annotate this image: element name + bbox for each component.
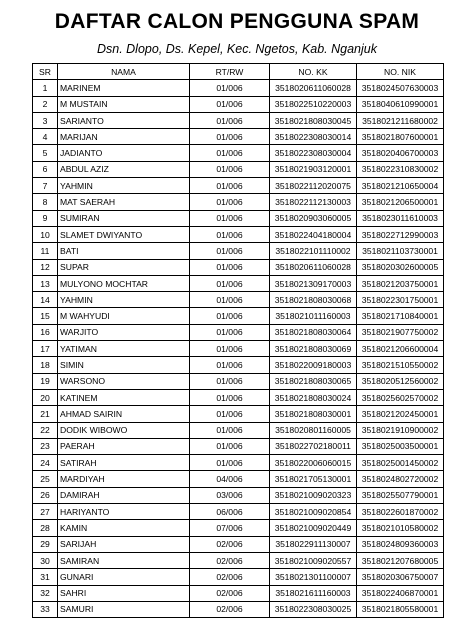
cell-rt-rw: 04/006: [190, 471, 270, 487]
table-row: [33, 259, 444, 275]
cell-no-nik: 3518024809360003: [357, 536, 444, 552]
cell-no-nik: 3518022601870002: [357, 504, 444, 520]
cell-no-nik: 3518020512560002: [357, 373, 444, 389]
cell-no-kk: 3518021301100007: [270, 569, 357, 585]
cell-no-kk: 3518021808030024: [270, 389, 357, 405]
table-row: [33, 601, 444, 617]
header-no-nik: NO. NIK: [357, 64, 444, 80]
cell-no-kk: 3518021705130001: [270, 471, 357, 487]
cell-no-kk: 3518020611060028: [270, 259, 357, 275]
cell-no-nik: 3518021203750001: [357, 275, 444, 291]
cell-no-nik: 3518025507790001: [357, 487, 444, 503]
cell-rt-rw: 01/006: [190, 438, 270, 454]
cell-rt-rw: 01/006: [190, 324, 270, 340]
cell-sr: 11: [33, 243, 58, 259]
table-row: [33, 194, 444, 210]
cell-nama: SAMURI: [58, 601, 190, 617]
cell-no-kk: 3518021808030069: [270, 341, 357, 357]
cell-no-kk: 3518020801160005: [270, 422, 357, 438]
cell-no-kk: 3518022006060015: [270, 455, 357, 471]
cell-sr: 31: [33, 569, 58, 585]
cell-nama: SUPAR: [58, 259, 190, 275]
table-row: [33, 389, 444, 405]
table-row: [33, 520, 444, 536]
cell-rt-rw: 02/006: [190, 569, 270, 585]
cell-no-nik: 3518020306750007: [357, 569, 444, 585]
cell-sr: 28: [33, 520, 58, 536]
table-row: [33, 487, 444, 503]
cell-sr: 3: [33, 112, 58, 128]
cell-no-nik: 3518021907750002: [357, 324, 444, 340]
cell-nama: SATIRAH: [58, 455, 190, 471]
table-row: [33, 210, 444, 226]
cell-nama: ABDUL AZIZ: [58, 161, 190, 177]
cell-no-kk: 3518022510220003: [270, 96, 357, 112]
cell-sr: 14: [33, 292, 58, 308]
table-row: [33, 552, 444, 568]
cell-nama: YAHMIN: [58, 292, 190, 308]
cell-no-nik: 3518024802720002: [357, 471, 444, 487]
table-row: [33, 422, 444, 438]
table-row: [33, 373, 444, 389]
table-row: [33, 504, 444, 520]
cell-rt-rw: 01/006: [190, 145, 270, 161]
cell-no-nik: 3518025001450002: [357, 455, 444, 471]
cell-sr: 17: [33, 341, 58, 357]
cell-sr: 10: [33, 226, 58, 242]
cell-no-kk: 3518020903060005: [270, 210, 357, 226]
customer-table: [32, 63, 444, 618]
cell-sr: 8: [33, 194, 58, 210]
cell-no-nik: 3518022301750001: [357, 292, 444, 308]
cell-nama: SUMIRAN: [58, 210, 190, 226]
cell-sr: 5: [33, 145, 58, 161]
table-header-row: [33, 64, 444, 80]
cell-rt-rw: 01/006: [190, 341, 270, 357]
cell-sr: 15: [33, 308, 58, 324]
cell-nama: DAMIRAH: [58, 487, 190, 503]
table-row: [33, 96, 444, 112]
table-row: [33, 80, 444, 96]
cell-sr: 29: [33, 536, 58, 552]
cell-sr: 1: [33, 80, 58, 96]
cell-rt-rw: 02/006: [190, 585, 270, 601]
cell-sr: 7: [33, 178, 58, 194]
cell-no-kk: 3518020611060028: [270, 80, 357, 96]
cell-no-kk: 3518022702180011: [270, 438, 357, 454]
cell-sr: 20: [33, 389, 58, 405]
table-body: [33, 80, 444, 618]
table-row: [33, 324, 444, 340]
table-row: [33, 161, 444, 177]
cell-rt-rw: 01/006: [190, 406, 270, 422]
cell-no-nik: 3518021710840001: [357, 308, 444, 324]
cell-rt-rw: 06/006: [190, 504, 270, 520]
cell-no-nik: 3518022310830002: [357, 161, 444, 177]
table-row: [33, 536, 444, 552]
cell-sr: 26: [33, 487, 58, 503]
cell-nama: WARJITO: [58, 324, 190, 340]
cell-nama: PAERAH: [58, 438, 190, 454]
cell-rt-rw: 01/006: [190, 243, 270, 259]
table-row: [33, 357, 444, 373]
cell-sr: 22: [33, 422, 58, 438]
cell-sr: 12: [33, 259, 58, 275]
cell-no-kk: 3518021808030045: [270, 112, 357, 128]
table-row: [33, 226, 444, 242]
cell-nama: SLAMET DWIYANTO: [58, 226, 190, 242]
cell-nama: SAMIRAN: [58, 552, 190, 568]
cell-no-kk: 3518021808030064: [270, 324, 357, 340]
table-row: [33, 178, 444, 194]
table-row: [33, 438, 444, 454]
cell-no-kk: 3518022911130007: [270, 536, 357, 552]
cell-sr: 24: [33, 455, 58, 471]
cell-rt-rw: 01/006: [190, 259, 270, 275]
cell-nama: M MUSTAIN: [58, 96, 190, 112]
cell-rt-rw: 01/006: [190, 373, 270, 389]
cell-no-kk: 3518022404180004: [270, 226, 357, 242]
cell-no-nik: 3518021807600001: [357, 129, 444, 145]
cell-no-nik: 3518025602570002: [357, 389, 444, 405]
cell-nama: WARSONO: [58, 373, 190, 389]
cell-no-nik: 3518023011610003: [357, 210, 444, 226]
cell-rt-rw: 01/006: [190, 210, 270, 226]
cell-rt-rw: 01/006: [190, 80, 270, 96]
cell-nama: MARDIYAH: [58, 471, 190, 487]
cell-sr: 21: [33, 406, 58, 422]
cell-no-kk: 3518022112130003: [270, 194, 357, 210]
cell-sr: 19: [33, 373, 58, 389]
table-row: [33, 112, 444, 128]
cell-rt-rw: 02/006: [190, 601, 270, 617]
table-row: [33, 341, 444, 357]
cell-no-nik: 3518021103730001: [357, 243, 444, 259]
cell-no-kk: 3518022009180003: [270, 357, 357, 373]
cell-rt-rw: 01/006: [190, 178, 270, 194]
cell-no-kk: 3518021808030068: [270, 292, 357, 308]
cell-no-nik: 3518021206500001: [357, 194, 444, 210]
cell-no-nik: 3518022406870001: [357, 585, 444, 601]
cell-rt-rw: 01/006: [190, 96, 270, 112]
table-row: [33, 455, 444, 471]
header-nama: NAMA: [58, 64, 190, 80]
cell-rt-rw: 01/006: [190, 275, 270, 291]
page-title: DAFTAR CALON PENGGUNA SPAM: [54, 10, 420, 33]
table-row: [33, 275, 444, 291]
cell-sr: 33: [33, 601, 58, 617]
cell-rt-rw: 07/006: [190, 520, 270, 536]
cell-no-kk: 3518021009020449: [270, 520, 357, 536]
cell-no-kk: 3518022308030004: [270, 145, 357, 161]
page-subtitle: Dsn. Dlopo, Ds. Kepel, Kec. Ngetos, Kab. Nganjuk: [96, 42, 377, 56]
cell-sr: 25: [33, 471, 58, 487]
table-row: [33, 243, 444, 259]
cell-no-nik: 3518021210650004: [357, 178, 444, 194]
cell-sr: 27: [33, 504, 58, 520]
cell-nama: MULYONO MOCHTAR: [58, 275, 190, 291]
header-no-kk: NO. KK: [270, 64, 357, 80]
cell-rt-rw: 01/006: [190, 292, 270, 308]
cell-rt-rw: 01/006: [190, 194, 270, 210]
cell-nama: YAHMIN: [58, 178, 190, 194]
cell-nama: M WAHYUDI: [58, 308, 190, 324]
cell-nama: MARIJAN: [58, 129, 190, 145]
table-row: [33, 471, 444, 487]
cell-nama: AHMAD SAIRIN: [58, 406, 190, 422]
cell-rt-rw: 03/006: [190, 487, 270, 503]
cell-nama: JADIANTO: [58, 145, 190, 161]
cell-no-nik: 3518021010580002: [357, 520, 444, 536]
cell-nama: SAHRI: [58, 585, 190, 601]
cell-no-kk: 3518021309170003: [270, 275, 357, 291]
cell-no-nik: 3518021207680005: [357, 552, 444, 568]
cell-sr: 4: [33, 129, 58, 145]
table-row: [33, 308, 444, 324]
cell-nama: SARIANTO: [58, 112, 190, 128]
cell-no-kk: 3518022308030014: [270, 129, 357, 145]
cell-rt-rw: 01/006: [190, 226, 270, 242]
cell-sr: 16: [33, 324, 58, 340]
cell-sr: 13: [33, 275, 58, 291]
cell-rt-rw: 02/006: [190, 536, 270, 552]
cell-no-nik: 3518021211680002: [357, 112, 444, 128]
cell-sr: 9: [33, 210, 58, 226]
cell-rt-rw: 02/006: [190, 552, 270, 568]
cell-no-kk: 3518021009020854: [270, 504, 357, 520]
cell-rt-rw: 01/006: [190, 112, 270, 128]
cell-no-kk: 3518022101110002: [270, 243, 357, 259]
cell-rt-rw: 01/006: [190, 161, 270, 177]
cell-nama: KATINEM: [58, 389, 190, 405]
cell-no-nik: 3518021805580001: [357, 601, 444, 617]
cell-sr: 2: [33, 96, 58, 112]
table-row: [33, 569, 444, 585]
cell-no-kk: 3518021011160003: [270, 308, 357, 324]
cell-nama: MAT SAERAH: [58, 194, 190, 210]
cell-no-nik: 3518024507630003: [357, 80, 444, 96]
header-rt-rw: RT/RW: [190, 64, 270, 80]
cell-rt-rw: 01/006: [190, 129, 270, 145]
cell-rt-rw: 01/006: [190, 422, 270, 438]
cell-no-kk: 3518022112020075: [270, 178, 357, 194]
cell-no-nik: 3518020302600005: [357, 259, 444, 275]
cell-no-kk: 3518021808030065: [270, 373, 357, 389]
cell-no-nik: 3518022712990003: [357, 226, 444, 242]
cell-no-kk: 3518022308030025: [270, 601, 357, 617]
cell-nama: HARIYANTO: [58, 504, 190, 520]
header-sr: SR: [33, 64, 58, 80]
cell-rt-rw: 01/006: [190, 308, 270, 324]
cell-no-kk: 3518021903120001: [270, 161, 357, 177]
table-row: [33, 129, 444, 145]
cell-nama: SARIJAH: [58, 536, 190, 552]
cell-no-nik: 3518021910900002: [357, 422, 444, 438]
cell-rt-rw: 01/006: [190, 389, 270, 405]
cell-no-kk: 3518021611160003: [270, 585, 357, 601]
cell-sr: 18: [33, 357, 58, 373]
cell-no-nik: 3518020406700003: [357, 145, 444, 161]
cell-sr: 6: [33, 161, 58, 177]
cell-no-kk: 3518021009020557: [270, 552, 357, 568]
cell-nama: GUNARI: [58, 569, 190, 585]
cell-sr: 32: [33, 585, 58, 601]
cell-nama: DODIK WIBOWO: [58, 422, 190, 438]
cell-no-nik: 3518040610990001: [357, 96, 444, 112]
cell-no-nik: 3518021510550002: [357, 357, 444, 373]
cell-no-kk: 3518021009020323: [270, 487, 357, 503]
table-row: [33, 406, 444, 422]
cell-nama: YATIMAN: [58, 341, 190, 357]
cell-rt-rw: 01/006: [190, 357, 270, 373]
cell-nama: MARINEM: [58, 80, 190, 96]
cell-rt-rw: 01/006: [190, 455, 270, 471]
cell-no-kk: 3518021808030001: [270, 406, 357, 422]
cell-no-nik: 3518021202450001: [357, 406, 444, 422]
cell-nama: SIMIN: [58, 357, 190, 373]
cell-nama: BATI: [58, 243, 190, 259]
table-row: [33, 585, 444, 601]
cell-no-nik: 3518025003500001: [357, 438, 444, 454]
cell-sr: 30: [33, 552, 58, 568]
cell-sr: 23: [33, 438, 58, 454]
cell-no-nik: 3518021206600004: [357, 341, 444, 357]
table-row: [33, 145, 444, 161]
table-row: [33, 292, 444, 308]
cell-nama: KAMIN: [58, 520, 190, 536]
